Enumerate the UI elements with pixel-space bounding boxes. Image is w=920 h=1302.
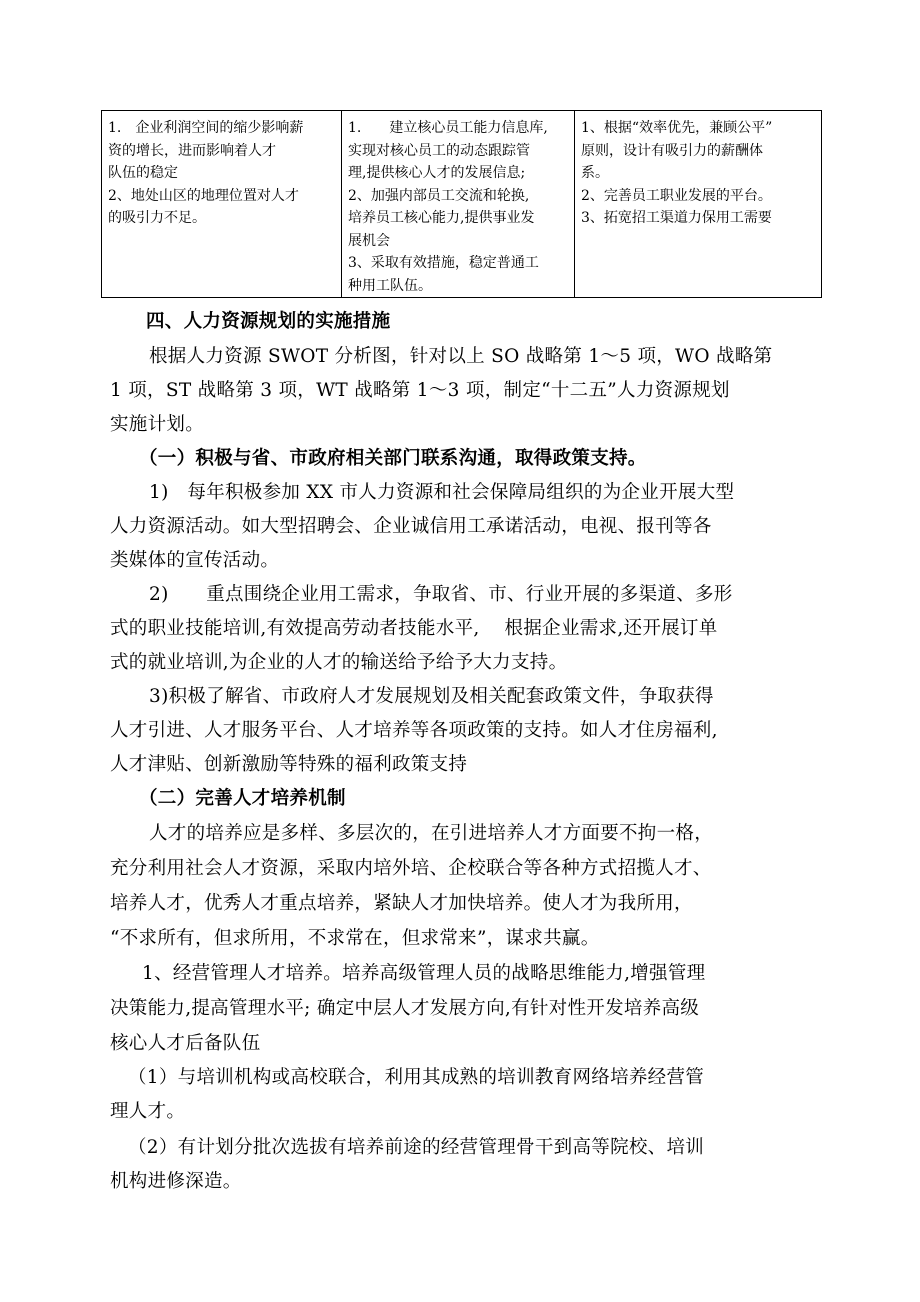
part-two-heading: （二）完善人才培养机制 [139,788,346,809]
paragraph-line: 充分利用社会人才资源，采取内培外培、企校联合等各种方式招揽人才、 [110,858,712,879]
paragraph-line: 人才津贴、创新激励等特殊的福利政策支持 [110,754,468,775]
paragraph-line: 式的职业技能培训,有效提高劳动者技能水平, 根据企业需求,还开展订单 [110,618,718,639]
cell-line: 3、采取有效措施，稳定普通工 [348,255,539,271]
cell-line: 1. 建立核心员工能力信息库, [348,120,548,136]
cell-line: 3、拓宽招工渠道力保用工需要 [581,210,772,226]
table-row [102,111,822,298]
table-cell-wo-strategy [342,111,575,298]
paragraph-line: 决策能力,提高管理水平; 确定中层人才发展方向,有针对性开发培养高级 [110,998,700,1019]
weakness-item-2-cont: 的吸引力不足。 [108,210,206,226]
paragraph-line: 机构进修深造。 [110,1171,242,1192]
cell-line: 2、完善员工职业发展的平台。 [581,187,772,204]
cell-line: 系。 [581,165,609,181]
paragraph-line: 核心人才后备队伍 [110,1033,261,1054]
paragraph-line: 1 项，ST 战略第 3 项，WT 战略第 1～3 项，制定“十二五”人力资源规划 [110,380,730,401]
paragraph-line: 根据人力资源 SWOT 分析图，针对以上 SO 战略第 1～5 项，WO 战略第 [149,346,773,367]
weakness-item-2: 2、地处山区的地理位置对人才 [108,187,299,204]
part-one-heading: （一）积极与省、市政府相关部门联系沟通，取得政策支持。 [139,448,647,469]
section-four-heading: 四、人力资源规划的实施措施 [146,311,391,332]
paragraph-line: 类媒体的宣传活动。 [110,550,280,571]
cell-line: 原则，设计有吸引力的薪酬体 [581,142,763,159]
paragraph-line: 人才的培养应是多样、多层次的，在引进培养人才方面要不拘一格， [149,823,714,844]
cell-line: 实现对核心员工的动态跟踪管 [348,142,530,159]
paragraph-line: 2) 重点围绕企业用工需求，争取省、市、行业开展的多渠道、多形 [149,584,733,605]
table-cell-wt-strategy [575,111,822,298]
cell-line: 1、根据“效率优先，兼顾公平” [581,120,773,136]
paragraph-line: 人力资源活动。如大型招聘会、企业诚信用工承诺活动，电视、报刊等各 [110,516,712,537]
paragraph-line: 实施计划。 [110,414,205,435]
paragraph-line: 人才引进、人才服务平台、人才培养等各项政策的支持。如人才住房福利, [110,720,718,741]
paragraph-line: 1) 每年积极参加 XX 市人力资源和社会保障局组织的为企业开展大型 [149,482,735,503]
paragraph-line: （1）与培训机构或高校联合，利用其成熟的培训教育网络培养经营管 [128,1067,705,1088]
paragraph-line: 3)积极了解省、市政府人才发展规划及相关配套政策文件，争取获得 [149,686,714,707]
paragraph-line: 理人才。 [110,1101,186,1122]
paragraph-line: 1、经营管理人才培养。培养高级管理人员的战略思维能力,增强管理 [142,963,706,984]
swot-strategy-table [101,110,822,298]
paragraph-line: 培养人才，优秀人才重点培养，紧缺人才加快培养。使人才为我所用， [110,893,693,914]
cell-line: 培养员工核心能力,提供事业发 [348,210,535,226]
weakness-item-1: 1. 企业利润空间的缩少影响薪 资的增长，进而影响着人才 队伍的稳定 [108,120,304,181]
table-cell-weakness [102,111,342,298]
cell-line: 理,提供核心人才的发展信息; [348,165,526,181]
paragraph-line: 式的就业培训,为企业的人才的输送给予给予大力支持。 [110,652,568,673]
cell-line: 展机会 [348,232,390,249]
paragraph-line: “不求所有，但求所用，不求常在，但求常来”，谋求共赢。 [110,928,600,949]
cell-line: 2、加强内部员工交流和轮换, [348,187,530,204]
paragraph-line: （2）有计划分批次选拔有培养前途的经营管理骨干到高等院校、培训 [128,1137,705,1158]
cell-line: 种用工队伍。 [348,277,432,294]
